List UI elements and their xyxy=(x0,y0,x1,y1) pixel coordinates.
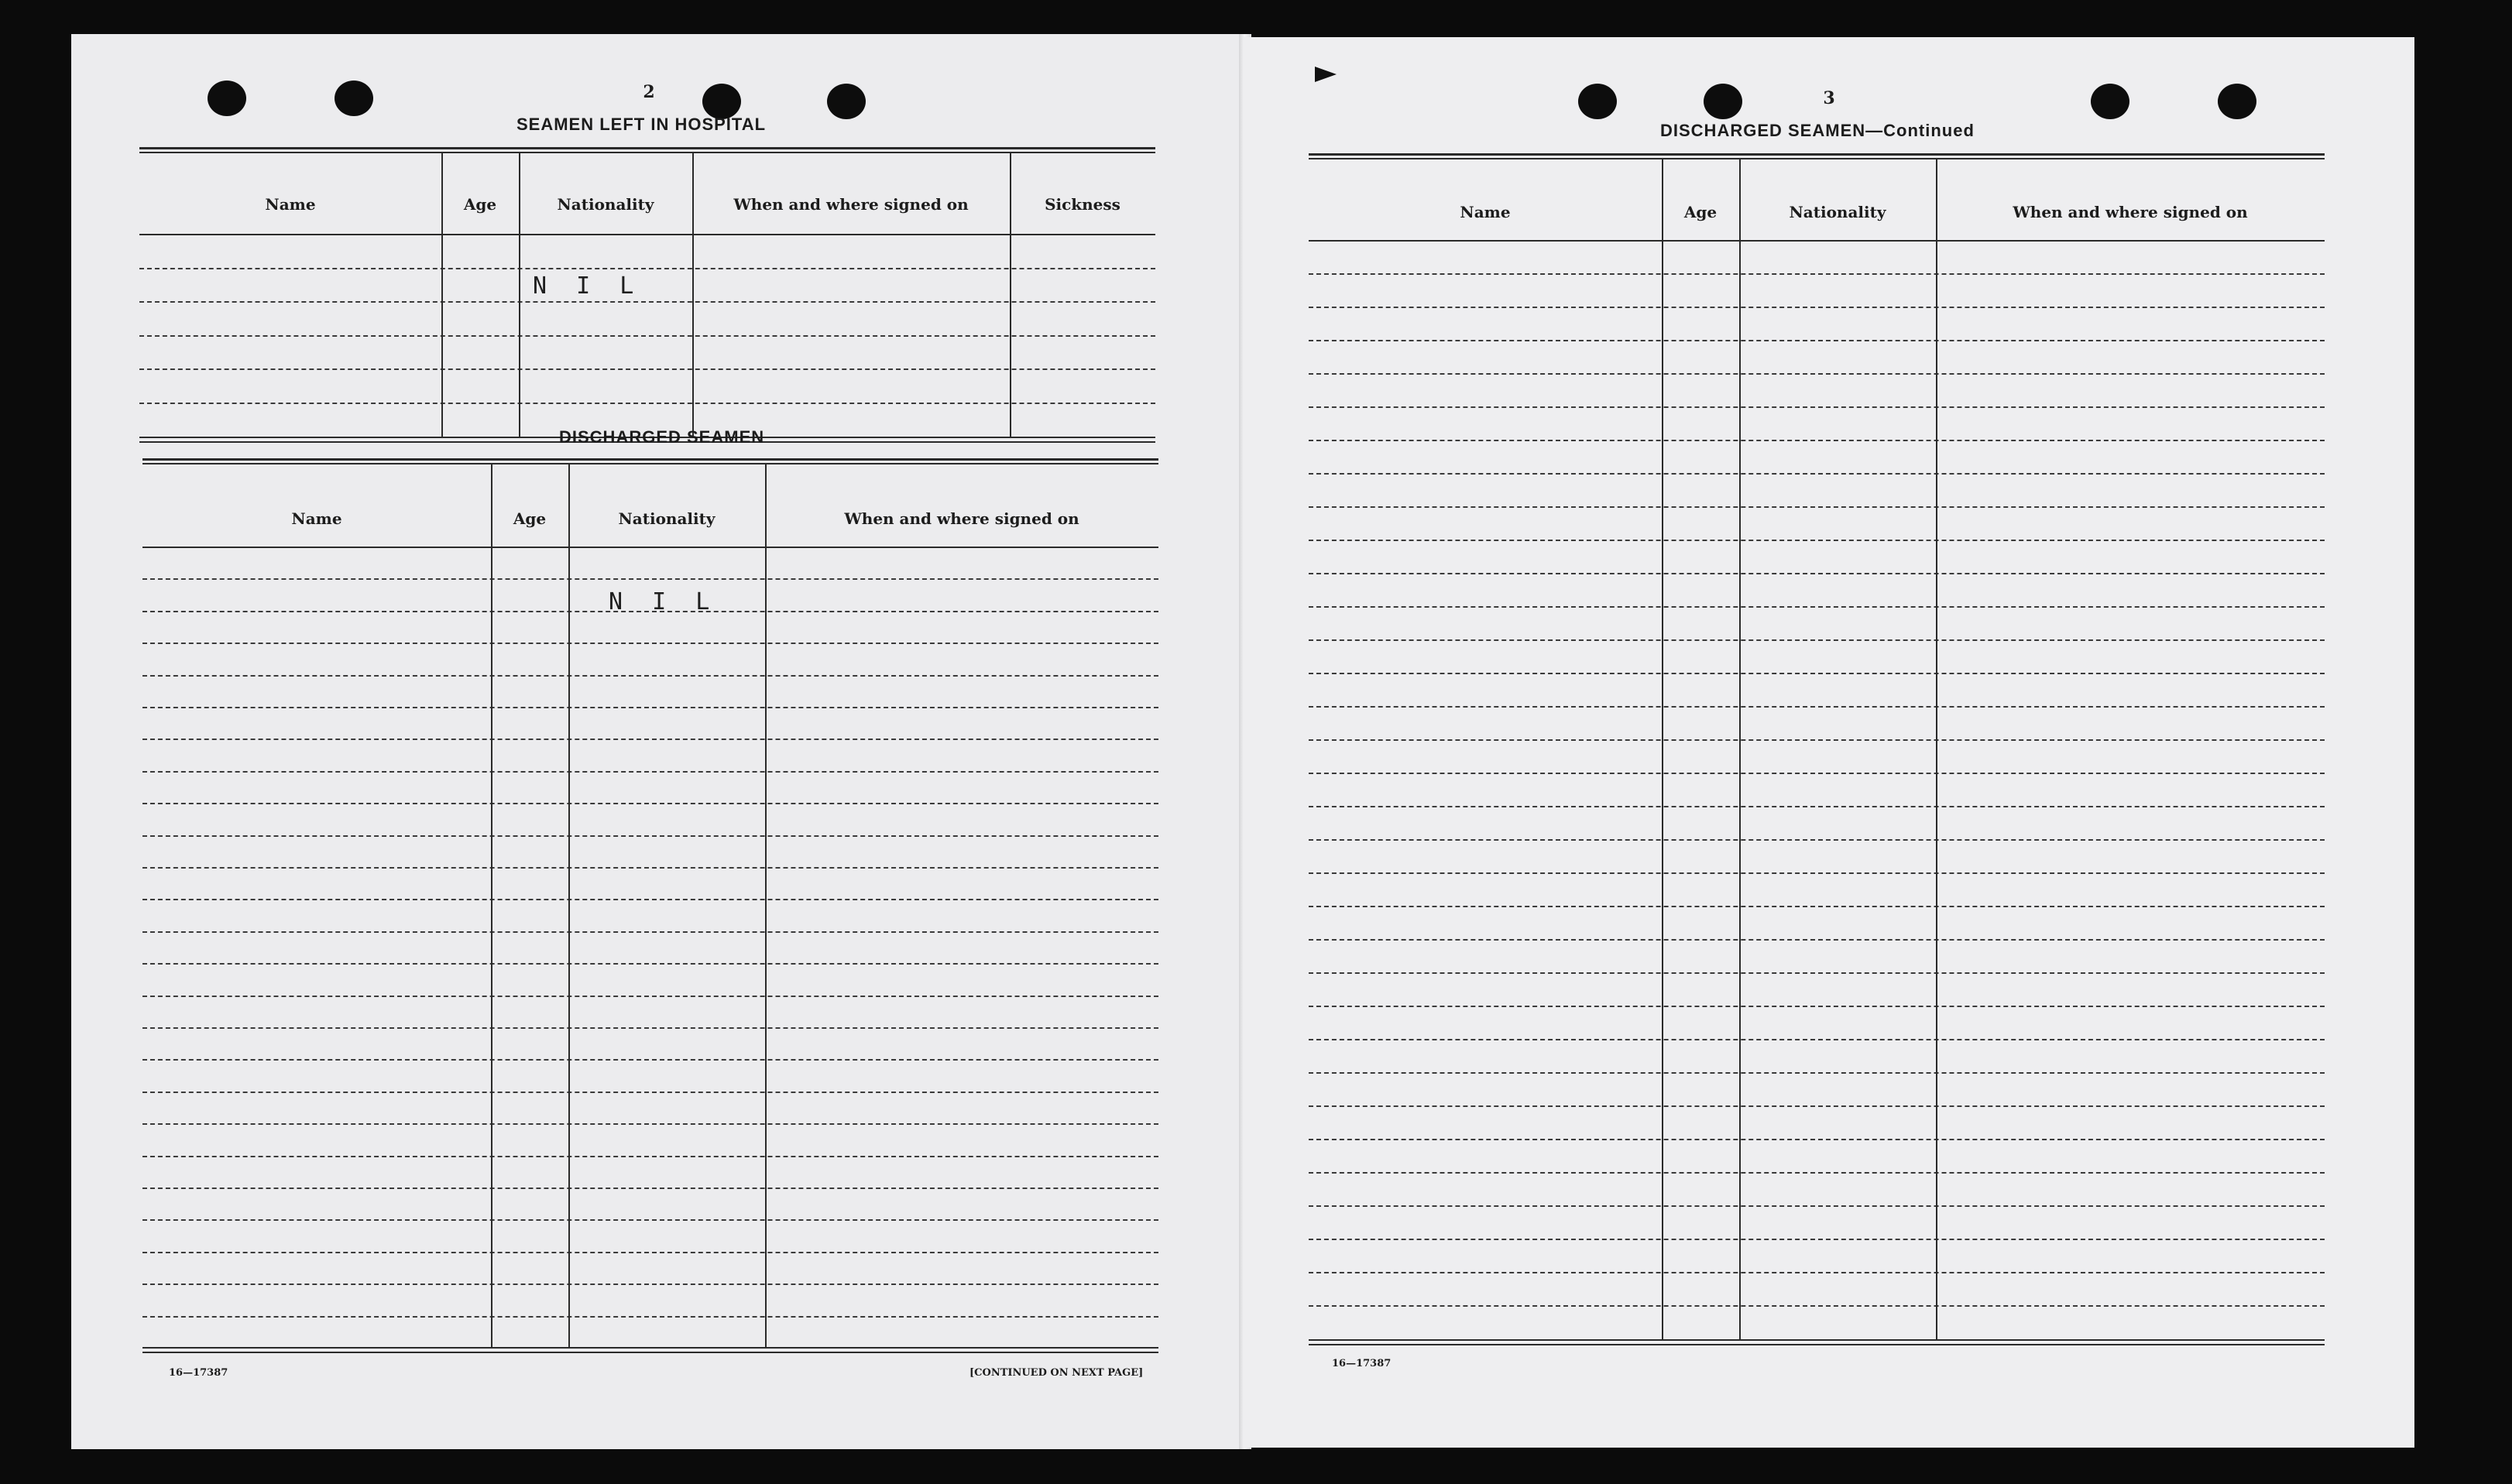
ruled-line xyxy=(142,1123,1158,1125)
column-header-age: Age xyxy=(463,195,497,214)
ruled-line xyxy=(1309,1006,2325,1007)
form-number: 16—17387 xyxy=(1332,1358,1392,1369)
discharged-continued-title: DISCHARGED SEAMEN—Continued xyxy=(1660,121,1975,140)
left-page xyxy=(71,34,1245,1449)
ruled-line xyxy=(139,403,1155,404)
column-header-nationality: Nationality xyxy=(618,509,716,528)
ruled-line xyxy=(1309,606,2325,608)
continued-note: [CONTINUED ON NEXT PAGE] xyxy=(969,1367,1144,1379)
ruled-line xyxy=(142,931,1158,933)
column-header-name: Name xyxy=(265,195,316,214)
ruled-line xyxy=(139,268,1155,269)
ruled-line xyxy=(1309,706,2325,708)
ruled-line xyxy=(1309,1139,2325,1140)
stamp-mark xyxy=(1244,53,1267,99)
discharged-section-title: DISCHARGED SEAMEN xyxy=(559,427,765,447)
nil-entry: N I L xyxy=(609,588,718,615)
ruled-line xyxy=(1309,506,2325,508)
ruled-line xyxy=(1309,307,2325,308)
column-header-name: Name xyxy=(291,509,342,528)
ruled-line xyxy=(1309,673,2325,674)
ruled-line xyxy=(142,1219,1158,1221)
ruled-line xyxy=(1309,340,2325,341)
discharged-continued-table xyxy=(1309,153,2325,1349)
ruled-line xyxy=(142,1252,1158,1253)
punch-hole xyxy=(1578,84,1617,119)
ruled-line xyxy=(139,368,1155,370)
ruled-line xyxy=(1309,739,2325,741)
ruled-line xyxy=(142,707,1158,708)
column-header-age: Age xyxy=(1683,203,1718,221)
ruled-line xyxy=(1309,1072,2325,1074)
ruled-line xyxy=(1309,1039,2325,1040)
ruled-line xyxy=(1309,573,2325,574)
ruled-line xyxy=(1309,1205,2325,1207)
form-number: 16—17387 xyxy=(169,1367,228,1379)
ruled-line xyxy=(142,1156,1158,1157)
hospital-section-title: SEAMEN LEFT IN HOSPITAL xyxy=(516,115,767,134)
ruled-line xyxy=(1309,839,2325,841)
ruled-line xyxy=(1309,972,2325,974)
ruled-line xyxy=(1309,440,2325,441)
ruled-line xyxy=(139,301,1155,303)
punch-hole xyxy=(335,81,373,116)
ruled-line xyxy=(142,643,1158,644)
column-header-nationality: Nationality xyxy=(1789,203,1886,221)
column-header-age: Age xyxy=(513,509,547,528)
ruled-line xyxy=(1309,939,2325,941)
punch-hole xyxy=(2218,84,2256,119)
column-header-nationality: Nationality xyxy=(557,195,654,214)
column-header-signed-on: When and where signed on xyxy=(733,195,969,214)
nil-entry: N I L xyxy=(533,272,642,300)
ruled-line xyxy=(1309,1239,2325,1240)
ruled-line xyxy=(1309,806,2325,807)
ruled-line xyxy=(142,1092,1158,1093)
ruled-line xyxy=(142,1316,1158,1318)
ruled-line xyxy=(1309,540,2325,541)
ruled-line xyxy=(142,963,1158,965)
punch-hole xyxy=(827,84,866,119)
ruled-line xyxy=(142,1284,1158,1285)
ruled-line xyxy=(1309,1305,2325,1307)
arrow-mark xyxy=(1313,63,1344,87)
ruled-line xyxy=(1309,473,2325,475)
page-number: 2 xyxy=(643,82,655,102)
punch-hole xyxy=(208,81,246,116)
ruled-line xyxy=(142,803,1158,804)
ruled-line xyxy=(1309,1272,2325,1273)
column-header-sickness: Sickness xyxy=(1045,195,1120,214)
page-number: 3 xyxy=(1823,88,1835,108)
ruled-line xyxy=(142,771,1158,773)
column-header-signed-on: When and where signed on xyxy=(2013,203,2248,221)
ruled-line xyxy=(1309,273,2325,275)
hospital-table xyxy=(139,147,1155,443)
ruled-line xyxy=(142,899,1158,900)
ruled-line xyxy=(142,578,1158,580)
punch-hole xyxy=(1704,84,1742,119)
ruled-line xyxy=(1309,406,2325,408)
ruled-line xyxy=(1309,773,2325,774)
ruled-line xyxy=(1309,872,2325,874)
ruled-line xyxy=(142,996,1158,997)
column-header-name: Name xyxy=(1460,203,1511,221)
right-page xyxy=(1244,37,2414,1448)
ruled-line xyxy=(139,335,1155,337)
punch-hole xyxy=(2091,84,2129,119)
column-header-signed-on: When and where signed on xyxy=(844,509,1079,528)
ruled-line xyxy=(1309,1105,2325,1107)
ruled-line xyxy=(1309,639,2325,641)
ruled-line xyxy=(142,867,1158,869)
ruled-line xyxy=(142,1027,1158,1029)
ruled-line xyxy=(142,739,1158,740)
ruled-line xyxy=(1309,906,2325,907)
ruled-line xyxy=(142,835,1158,837)
ruled-line xyxy=(142,1059,1158,1061)
ruled-line xyxy=(142,1188,1158,1189)
ruled-line xyxy=(1309,373,2325,375)
ruled-line xyxy=(142,675,1158,677)
ruled-line xyxy=(1309,1172,2325,1174)
